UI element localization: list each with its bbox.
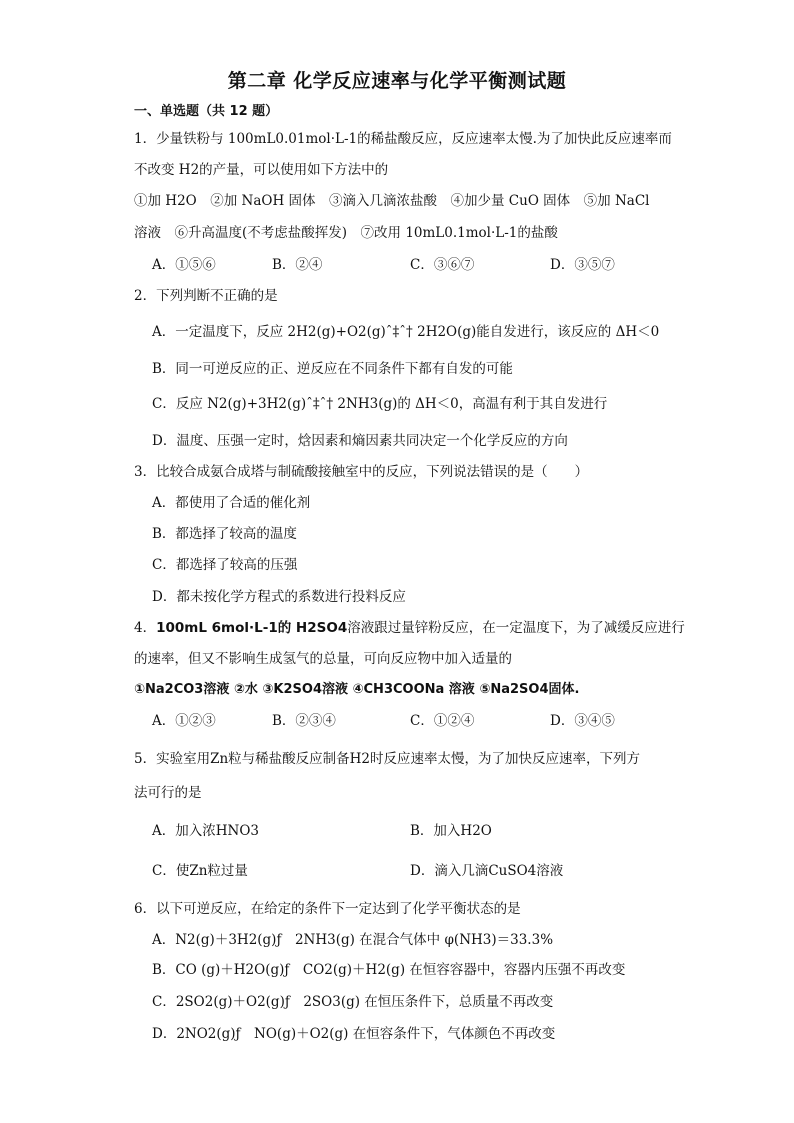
q4-number: 4． xyxy=(134,620,157,636)
q3-stem: 3．比较合成氨合成塔与制硫酸接触室中的反应，下列说法错误的是（ ） xyxy=(134,464,589,480)
q5-stem-line1: 5．实验室用Zn粒与稀盐酸反应制备H2时反应速率太慢，为了加快反应速率，下列方 xyxy=(134,751,641,767)
q3-option-b[interactable]: B．都选择了较高的温度 xyxy=(152,526,297,542)
q6-option-b[interactable]: B．CO (g)＋H2O(g)ƒ CO2(g)＋H2(g) 在恒容容器中，容器内压强不再改变 xyxy=(152,962,626,978)
q3-option-d[interactable]: D．都未按化学方程式的系数进行投料反应 xyxy=(152,589,406,605)
q5-option-b[interactable]: B．加入H2O xyxy=(410,823,492,839)
q4-option-c[interactable]: C．①②④ xyxy=(410,713,475,729)
q1-option-b[interactable]: B．②④ xyxy=(272,257,323,273)
q2-option-c[interactable]: C．反应 N2(g)+3H2(g)ˆ‡ˆ† 2NH3(g)的 ΔH＜0，高温有利于其自发进行 xyxy=(152,396,608,412)
q4-option-b[interactable]: B．②③④ xyxy=(272,713,336,729)
q1-option-d[interactable]: D．③⑤⑦ xyxy=(550,257,615,273)
q5-option-d[interactable]: D．滴入几滴CuSO4溶液 xyxy=(410,863,564,879)
q4-stem-line1 xyxy=(134,620,685,636)
q5-option-a[interactable]: A．加入浓HNO3 xyxy=(152,823,259,839)
q3-option-a[interactable]: A．都使用了合适的催化剂 xyxy=(152,495,311,511)
q4-rest: 溶液跟过量锌粉反应，在一定温度下，为了减缓反应进行 xyxy=(347,620,685,636)
q2-option-a[interactable]: A．一定温度下，反应 2H2(g)+O2(g)ˆ‡ˆ† 2H2O(g)能自发进行，该反应的 ΔH＜0 xyxy=(152,324,660,340)
q2-option-b[interactable]: B．同一可逆反应的正、逆反应在不同条件下都有自发的可能 xyxy=(152,361,513,377)
q1-option-a[interactable]: A．①⑤⑥ xyxy=(152,257,216,273)
q4-stem-line2: 的速率，但又不影响生成氢气的总量，可向反应物中加入适量的 xyxy=(134,651,512,667)
q1-stem-line1: 1．少量铁粉与 100mL0.01mol·L-1的稀盐酸反应，反应速率太慢.为了加快此反应速率而 xyxy=(134,131,672,147)
q4-option-d[interactable]: D．③④⑤ xyxy=(550,713,615,729)
q4-bold-part: 100mL 6mol·L-1的 H2SO4 xyxy=(156,620,348,636)
q1-stem-line3: ①加 H2O ②加 NaOH 固体 ③滴入几滴浓盐酸 ④加少量 CuO 固体 ⑤加 NaCl xyxy=(134,193,650,209)
q5-stem-line2: 法可行的是 xyxy=(134,785,202,801)
q2-stem: 2．下列判断不正确的是 xyxy=(134,288,278,304)
q6-option-a[interactable]: A．N2(g)＋3H2(g)ƒ 2NH3(g) 在混合气体中 φ(NH3)＝33.3% xyxy=(152,932,554,948)
q6-stem: 6．以下可逆反应，在给定的条件下一定达到了化学平衡状态的是 xyxy=(134,901,521,917)
q1-option-c[interactable]: C．③⑥⑦ xyxy=(410,257,475,273)
section-heading: 一、单选题（共 12 题） xyxy=(134,104,279,119)
q1-stem-line4: 溶液 ⑥升高温度(不考虑盐酸挥发) ⑦改用 10mL0.1mol·L-1的盐酸 xyxy=(134,225,558,241)
q6-option-d[interactable]: D．2NO2(g)ƒ NO(g)＋O2(g) 在恒容条件下，气体颜色不再改变 xyxy=(152,1026,556,1042)
q4-stem-line3: ①Na2CO3溶液 ②水 ③K2SO4溶液 ④CH3COONa 溶液 ⑤Na2SO4固体. xyxy=(134,682,580,697)
q1-stem-line2: 不改变 H2的产量，可以使用如下方法中的 xyxy=(134,162,389,178)
q2-option-d[interactable]: D．温度、压强一定时，焓因素和熵因素共同决定一个化学反应的方向 xyxy=(152,433,568,449)
q4-option-a[interactable]: A．①②③ xyxy=(152,713,216,729)
q5-option-c[interactable]: C．使Zn粒过量 xyxy=(152,863,248,879)
q3-option-c[interactable]: C．都选择了较高的压强 xyxy=(152,557,298,573)
page-title: 第二章 化学反应速率与化学平衡测试题 xyxy=(227,70,567,92)
q6-option-c[interactable]: C．2SO2(g)＋O2(g)ƒ 2SO3(g) 在恒压条件下，总质量不再改变 xyxy=(152,994,554,1010)
